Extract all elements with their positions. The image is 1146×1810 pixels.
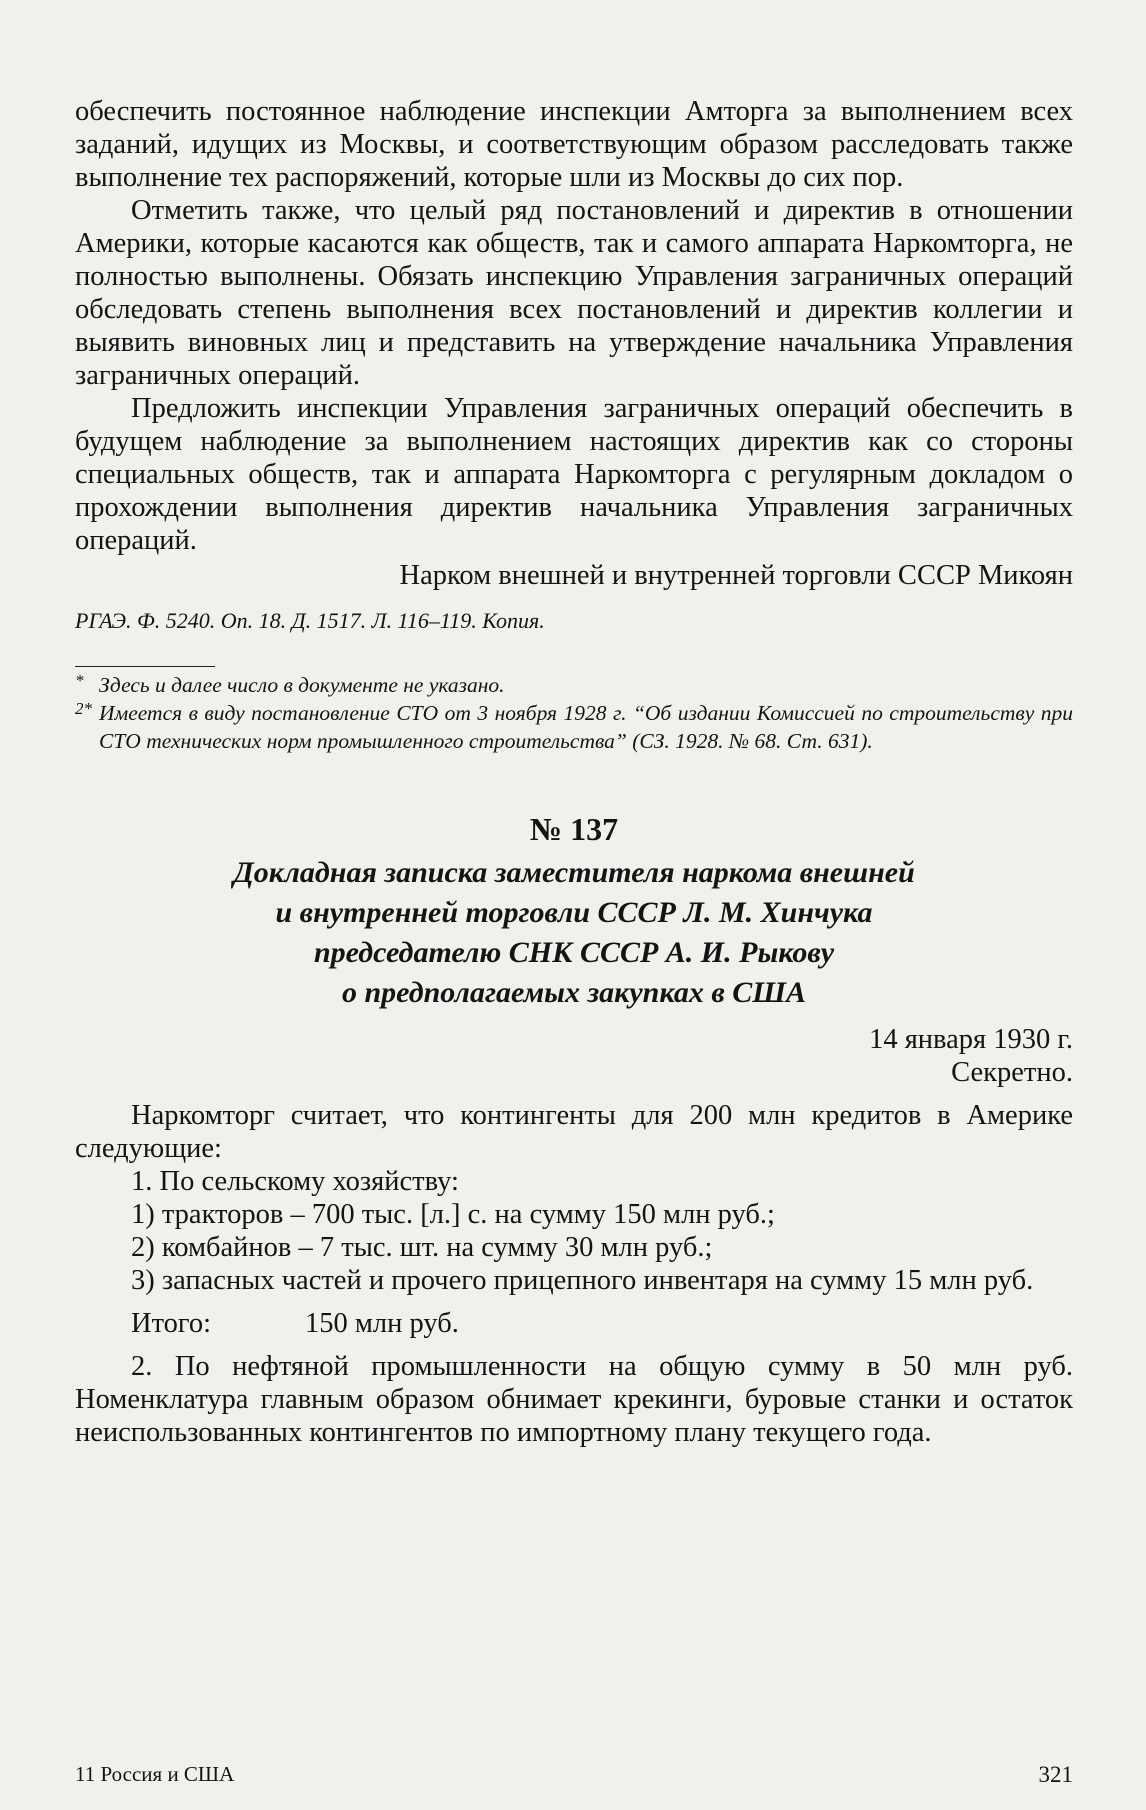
text-column <box>75 95 1073 1449</box>
footnote-text: Здесь и далее число в документе не указано. <box>99 673 505 697</box>
title-line: о предполагаемых закупках в США <box>341 976 807 1009</box>
total-label: Итого: <box>131 1308 212 1339</box>
total-value: 150 млн руб. <box>305 1308 459 1339</box>
footnote <box>75 671 1073 699</box>
footnote-mark: * <box>75 671 84 690</box>
footnote-mark: 2* <box>75 699 92 718</box>
page-footer <box>75 1762 1073 1792</box>
signature: Нарком внешней и внутренней торговли СССР Микоян <box>399 560 1073 591</box>
document-date: 14 января 1930 г. <box>869 1024 1073 1055</box>
paragraph: 2. По нефтяной промышленности на общую сумму в 50 млн руб. Номенклатура главным образом обнимает крекинги, буровые станки и остаток неиспользованных контингентов по импортному плану текущего года. <box>75 1351 1073 1448</box>
document-number: № 137 <box>529 811 619 847</box>
total-row <box>75 1307 1073 1340</box>
document-title <box>75 853 1073 1013</box>
footnote <box>75 699 1073 755</box>
title-line: Докладная записка заместителя наркома внешней <box>233 856 915 889</box>
list-item: 2) комбайнов – 7 тыс. шт. на сумму 30 млн руб.; <box>131 1232 713 1263</box>
paragraph: Предложить инспекции Управления заграничных операций обеспечить в будущем наблюдение за выполнением настоящих директив как со стороны специальных обществ, так и аппарата Наркомторга с регулярным докладом о прохождении выполнения директив начальника Управления заграничных операций. <box>75 393 1073 556</box>
item-list <box>75 1198 1073 1297</box>
paragraph: обеспечить постоянное наблюдение инспекции Амторга за выполнением всех заданий, идущих из Москвы, и соответствующим образом расследовать также выполнение тех распоряжений, которые шли из Москвы до сих пор. <box>75 96 1073 193</box>
list-item: 1) тракторов – 700 тыс. [л.] с. на сумму 150 млн руб.; <box>131 1199 775 1230</box>
title-line: председателю СНК СССР А. И. Рыкову <box>313 936 835 969</box>
footnote-text: Имеется в виду постановление СТО от 3 ноября 1928 г. “Об издании Комиссией по строительству при СТО технических норм промышленного строительства” (СЗ. 1928. № 68. Ст. 631). <box>99 701 1073 753</box>
signature-mark: 11 Россия и США <box>75 1762 235 1786</box>
list-item: 3) запасных частей и прочего прицепного инвентаря на сумму 15 млн руб. <box>131 1265 1034 1296</box>
footnote-divider <box>75 666 215 667</box>
section-heading: 1. По сельскому хозяйству: <box>131 1166 459 1197</box>
classification-stamp: Секретно. <box>951 1057 1073 1088</box>
page-number: 321 <box>1038 1762 1073 1787</box>
paragraph: Наркомторг считает, что контингенты для 200 млн кредитов в Америке следующие: <box>75 1100 1073 1164</box>
paragraph: Отметить также, что целый ряд постановлений и директив в отношении Америки, которые касаются как обществ, так и самого аппарата Наркомторга, не полностью выполнены. Обязать инспекцию Управления заграничных операций обследовать степень выполнения всех постановлений и директив коллегии и выявить виновных лиц и представить на утверждение начальника Управления заграничных операций. <box>75 195 1073 391</box>
title-line: и внутренней торговли СССР Л. М. Хинчука <box>275 896 873 929</box>
archive-reference: РГАЭ. Ф. 5240. Оп. 18. Д. 1517. Л. 116–119. Копия. <box>75 608 545 633</box>
